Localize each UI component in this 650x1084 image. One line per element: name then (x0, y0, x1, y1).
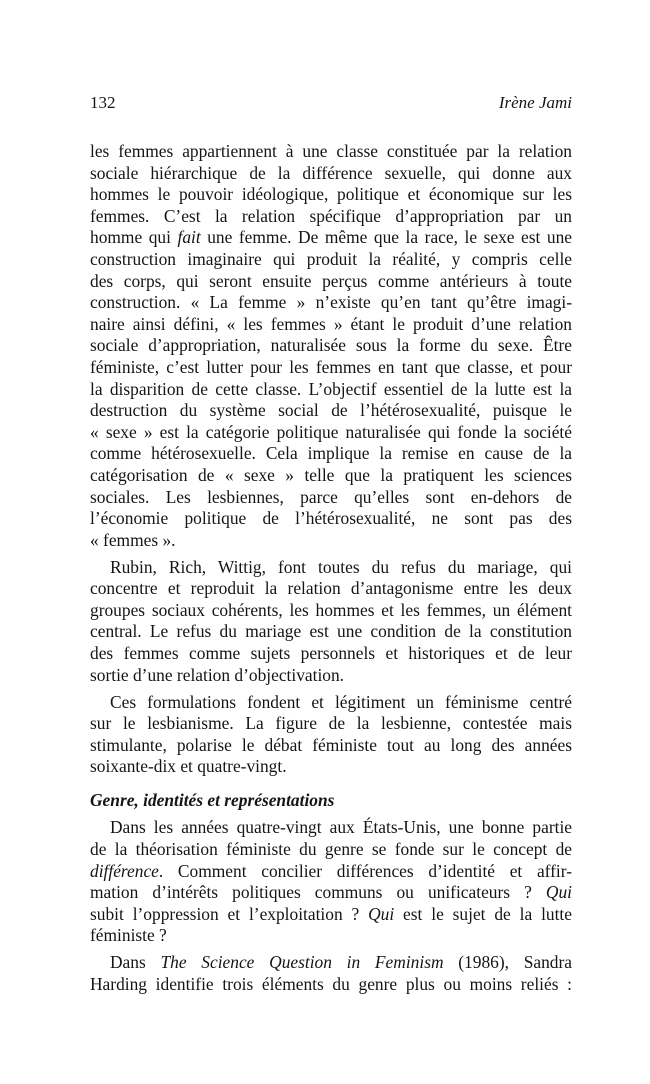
text-line (90, 530, 572, 552)
text-line (90, 882, 572, 904)
text-segment: subit l’oppression et l’exploitation ? (90, 903, 369, 924)
text-segment: féministe ? (90, 925, 167, 946)
text-segment: femmes. C’est la relation spécifique d’appropriation par un (90, 205, 572, 226)
text-line (90, 379, 572, 401)
text-line (90, 487, 572, 509)
text-line (90, 227, 572, 249)
text-segment: Dans (110, 952, 161, 973)
text-segment: sociale d’appropriation, naturalisée sous la forme du sexe. Être (90, 335, 572, 356)
text-line (90, 756, 572, 778)
text-line (90, 904, 572, 926)
text-segment: sociales. Les lesbiennes, parce qu’elles sont en-dehors de (90, 486, 572, 507)
text-segment: Rubin, Rich, Wittig, font toutes du refus du mariage, qui (110, 556, 572, 577)
text-segment: Harding identifie trois éléments du genre plus ou moins reliés : (90, 973, 572, 994)
text-segment: sur le lesbianisme. La figure de la lesbienne, contestée mais (90, 713, 572, 734)
text-segment: la disparition de cette classe. L’objectif essentiel de la lutte est la (90, 378, 572, 399)
text-segment: des corps, qui seront ensuite perçus comme antérieurs à toute (90, 270, 572, 291)
italic-text: The Science Question in Feminism (160, 952, 444, 973)
text-line (90, 400, 572, 422)
section-heading: Genre, identités et représentations (90, 790, 335, 811)
text-line (90, 206, 572, 228)
text-line (90, 249, 572, 271)
paragraph (90, 952, 572, 995)
text-segment: construction imaginaire qui produit la réalité, y compris celle (90, 248, 572, 269)
text-line (90, 621, 572, 643)
text-line (90, 508, 572, 530)
text-segment: Dans les années quatre-vingt aux États-Unis, une bonne partie (110, 817, 572, 838)
text-segment: (1986), Sandra (443, 952, 573, 973)
text-line (90, 443, 572, 465)
text-line (90, 141, 572, 163)
text-segment: construction. « La femme » n’existe qu’en tant qu’être imagi- (90, 292, 572, 313)
paragraph (90, 557, 572, 687)
text-segment: « femmes ». (90, 529, 176, 550)
text-line (90, 184, 572, 206)
page-body (90, 141, 572, 996)
text-line (90, 692, 572, 714)
text-line (90, 713, 572, 735)
text-segment: catégorisation de « sexe » telle que la pratiquent les sciences (90, 464, 572, 485)
text-line (90, 925, 572, 947)
italic-text: fait (177, 227, 201, 248)
italic-text: différence (90, 860, 159, 881)
text-segment: Ces formulations fondent et légitiment un féminisme centré (110, 691, 572, 712)
text-segment: groupes sociaux cohérents, les hommes et les femmes, un élément (90, 599, 572, 620)
text-segment: l’économie politique de l’hétérosexualité, ne sont pas des (90, 508, 572, 529)
text-segment: est le sujet de la lutte (394, 903, 572, 924)
italic-text: Qui (368, 903, 395, 924)
text-segment: mation d’intérêts politiques communs ou unificateurs ? (90, 882, 546, 903)
text-segment: stimulante, polarise le débat féministe tout au long des années (90, 734, 572, 755)
text-line (90, 665, 572, 687)
text-segment: concentre et reproduit la relation d’antagonisme entre les deux (90, 578, 572, 599)
italic-text: Qui (545, 882, 572, 903)
text-segment: féministe, c’est lutter pour les femmes en tant que classe, et pour (90, 356, 572, 377)
text-line (90, 861, 572, 883)
text-segment: une femme. De même que la race, le sexe est une (200, 227, 572, 248)
text-segment: les femmes appartiennent à une classe constituée par la relation (90, 141, 572, 161)
text-line (90, 557, 572, 579)
text-line (90, 292, 572, 314)
text-segment: comme hétérosexuelle. Cela implique la remise en cause de la (90, 443, 572, 464)
text-line (90, 600, 572, 622)
text-segment: « sexe » est la catégorie politique naturalisée qui fonde la société (90, 421, 572, 442)
text-line (90, 735, 572, 757)
text-segment: homme qui (90, 227, 178, 248)
text-segment: des femmes comme sujets personnels et historiques et de leur (90, 643, 572, 664)
text-line (90, 578, 572, 600)
text-segment: soixante-dix et quatre-vingt. (90, 756, 287, 777)
text-line (90, 357, 572, 379)
paragraph (90, 692, 572, 778)
text-line (90, 163, 572, 185)
text-segment: . Comment concilier différences d’identité et affir- (158, 860, 572, 881)
page-number: 132 (90, 93, 116, 112)
text-line (90, 465, 572, 487)
text-line (90, 952, 572, 974)
text-segment: de la théorisation féministe du genre se fonde sur le concept de (90, 838, 572, 859)
text-segment: central. Le refus du mariage est une condition de la constitution (90, 621, 572, 642)
text-segment: naire ainsi défini, « les femmes » étant le produit d’une relation (90, 313, 572, 334)
text-line (90, 817, 572, 839)
running-header (90, 92, 572, 114)
paragraph (90, 141, 572, 551)
text-line (90, 643, 572, 665)
text-line (90, 422, 572, 444)
text-line (90, 974, 572, 996)
text-segment: sortie d’une relation d’objectivation. (90, 664, 345, 685)
text-segment: destruction du système social de l’hétérosexualité, puisque le (90, 400, 572, 421)
text-segment: hommes le pouvoir idéologique, politique et économique sur les (90, 184, 572, 205)
running-author: Irène Jami (498, 93, 572, 112)
text-line (90, 335, 572, 357)
text-segment: sociale hiérarchique de la différence sexuelle, qui donne aux (90, 162, 572, 183)
paragraph (90, 817, 572, 947)
text-line (90, 314, 572, 336)
text-line (90, 271, 572, 293)
text-line (90, 839, 572, 861)
